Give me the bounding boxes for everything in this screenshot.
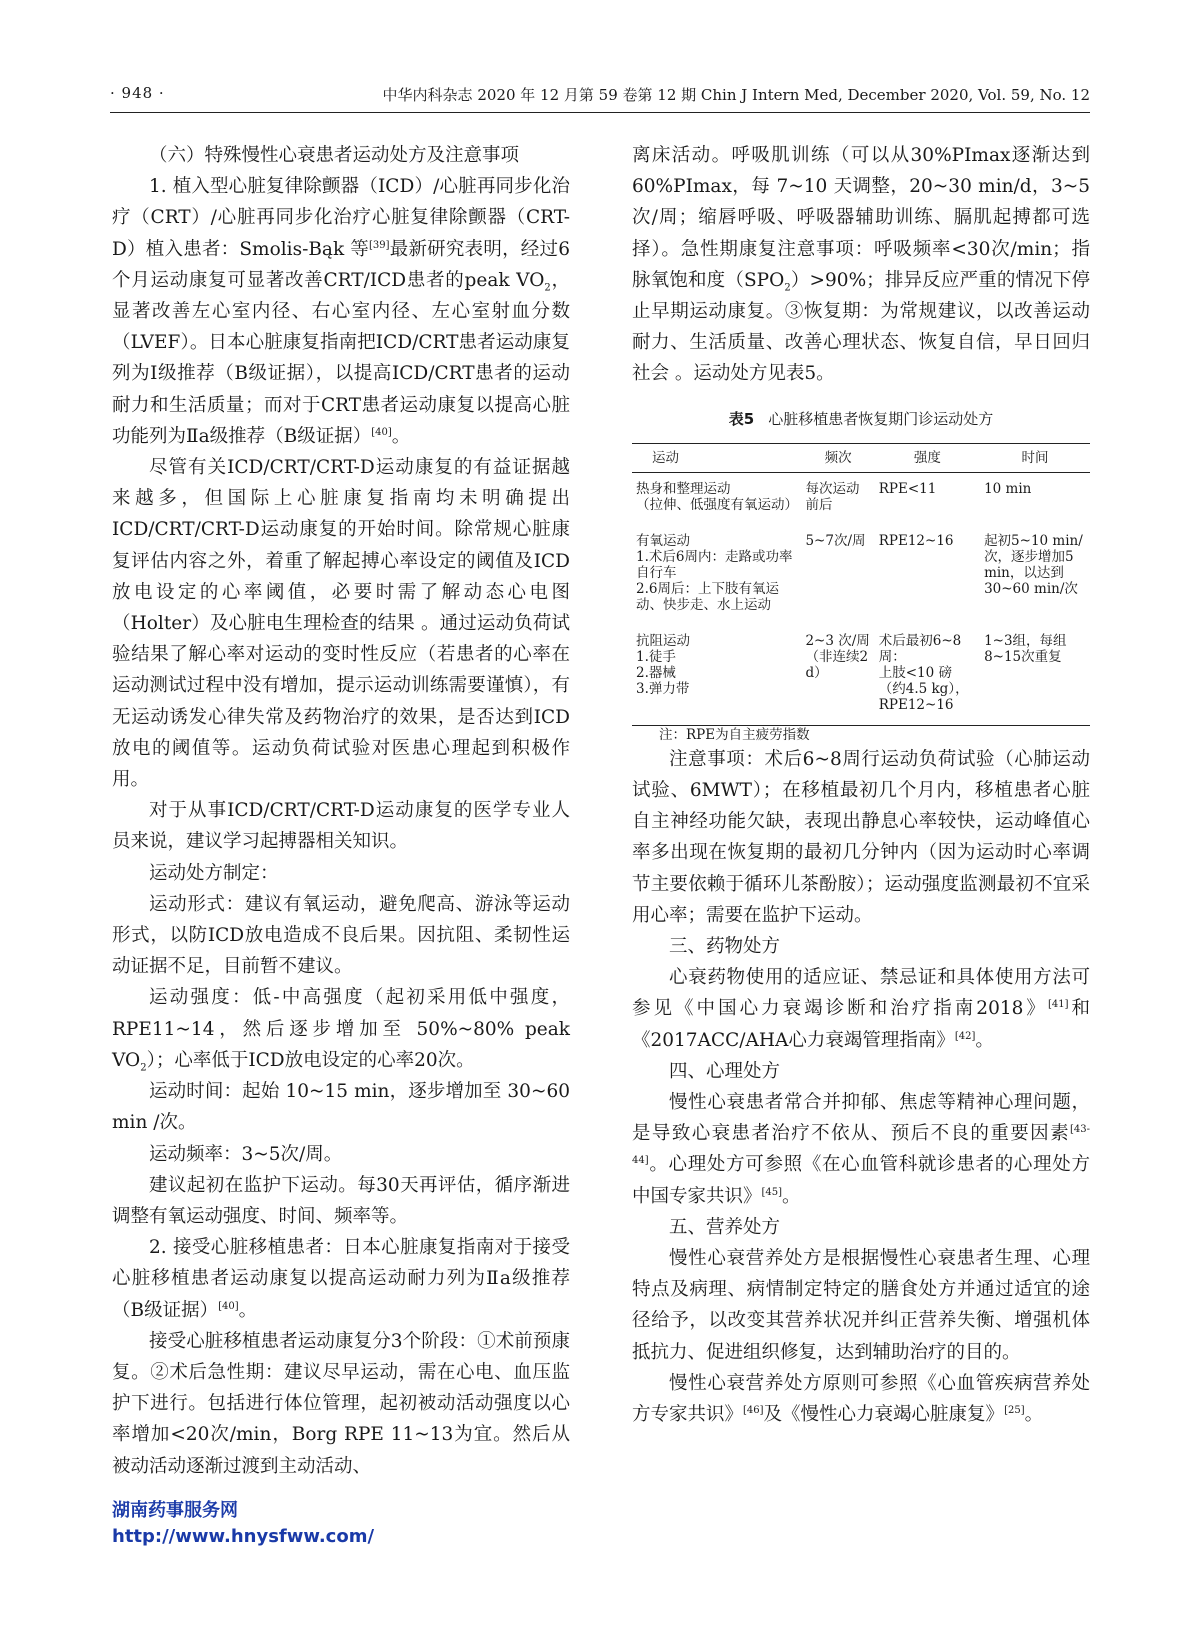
table-row: [632, 525, 1090, 625]
table-cell: 10 min: [984, 480, 1032, 497]
header-rule: [110, 112, 1090, 113]
table-title: 心脏移植患者恢复期门诊运动处方: [768, 409, 994, 428]
watermark-site-name: 湖南药事服务网: [112, 1500, 238, 1521]
heading-psychological-prescription: 四、心理处方: [669, 1060, 781, 1082]
paragraph-nutrition-reference: 慢性心衰营养处方原则可参照《心血管疾病营养处方专家共识》[46]及《慢性心力衰竭心脏康复》[25]。: [632, 1372, 1090, 1426]
citation: [42]: [954, 1030, 976, 1042]
table-cell: RPE<11: [878, 480, 937, 497]
table-label: 表5: [728, 409, 755, 428]
table-cell: 抗阻运动 1.徒手 2.器械 3.弹力带: [632, 625, 801, 726]
paragraph-psychological-prescription: 慢性心衰患者常合并抑郁、焦虑等精神心理问题，是导致心衰患者治疗不依从、预后不良的重要因素[43-44]。心理处方可参照《在心血管科就诊患者的心理处方中国专家共识》[45]。: [632, 1092, 1090, 1207]
right-column: [632, 140, 1090, 1430]
paragraph-prescription-heading: 运动处方制定：: [149, 862, 279, 884]
citation: [43-44]: [632, 1124, 1090, 1167]
table-row: [632, 472, 1090, 525]
paragraph-exercise-form: 运动形式：建议有氧运动，避免爬高、游泳等运动形式，以防ICD放电造成不良后果。因抗阻、柔韧性运动证据不足，目前暂不建议。: [112, 893, 570, 978]
table-caption: [632, 404, 1090, 435]
table-cell: RPE12~16: [878, 532, 954, 549]
table-header-cell: 时间: [980, 443, 1090, 472]
page-number: · 948 ·: [110, 84, 165, 102]
paragraph-exercise-intensity: 运动强度：低-中高强度（起初采用低中强度，RPE11~14，然后逐步增加至 50%~80% peak $VO_2$）；心率低于ICD放电设定的心率20次。: [112, 987, 570, 1074]
heading-drug-prescription: 三、药物处方: [669, 936, 781, 958]
paragraph-icd-evidence: 尽管有关ICD/CRT/CRT-D运动康复的有益证据越来越多，但国际上心脏康复指南均未明确提出ICD/CRT/CRT-D运动康复的开始时间。除常规心脏康复评估内容之外，着重了解起搏心率设定的阈值及ICD放电设定的心率阈值，必要时需了解动态心电图（Holter）及心脏电生理检查的结果 。通过运动负荷试验结果了解心率对运动的变时性反应（若患者的心率在运动测试过程中没有增加，提示运动训练需要谨慎），有无运动诱发心律失常及药物治疗的效果，是否达到ICD放电的阈值等。运动负荷试验对医患心理起到积极作用。: [112, 457, 570, 791]
table-header-cell: 频次: [801, 443, 874, 472]
section-heading: （六）特殊慢性心衰患者运动处方及注意事项: [149, 145, 520, 166]
table-row: [632, 625, 1090, 726]
citation: [40]: [371, 426, 392, 438]
citation: [41]: [1047, 999, 1069, 1011]
watermark-url[interactable]: http://www.hnysfww.com/: [112, 1526, 375, 1547]
paragraph-transplant-continued: 离床活动。呼吸肌训练（可以从30%PImax逐渐达到 60%PImax，每 7~10 天调整，20~30 min/d，3~5次/周；缩唇呼吸、呼吸器辅助训练、膈肌起搏都可选择）。急性期康复注意事项：呼吸频率<30次/min；指脉氧饱和度$(SPO_2)>90\%$；排异反应严重的情况下停止早期运动康复。③恢复期：为常规建议，以改善运动耐力、生活质量、改善心理状态、恢复自信，早日回归社会 。运动处方见表5。: [632, 145, 1091, 385]
running-header: [110, 84, 1090, 108]
paragraph-transplant-stages: 接受心脏移植患者运动康复分3个阶段：①术前预康复。②术后急性期：建议尽早运动，需在心电、血压监护下进行。包括进行体位管理，起初被动活动强度以心率增加<20次/min，Borg RPE 11~13为宜。然后从被动活动逐渐过渡到主动活动、: [112, 1330, 570, 1477]
table-cell: 起初5~10 min/次，逐步增加5 min，以达到30~60 min/次: [984, 532, 1083, 597]
paragraph-drug-prescription: 心衰药物使用的适应证、禁忌证和具体使用方法可参见《中国心力衰竭诊断和治疗指南2018》[41]和《2017ACC/AHA心力衰竭管理指南》[42]。: [632, 967, 1090, 1051]
table-cell: 1~3组，每组8~15次重复: [980, 625, 1090, 726]
paragraph-precautions: 注意事项：术后6~8周行运动负荷试验（心肺运动试验、6MWT）；在移植最初几个月内，移植患者心脏自主神经功能欠缺，表现出静息心率较快，运动峰值心率多出现在恢复期的最初几分钟内（因为运动时心率调节主要依赖于循环儿茶酚胺）；运动强度监测最初不宜采用心率；需要在监护下运动。: [632, 748, 1090, 926]
paragraph-heart-transplant: 2. 接受心脏移植患者：日本心脏康复指南对于接受心脏移植患者运动康复以提高运动耐力列为Ⅱa级推荐（B级证据）[40]。: [112, 1237, 570, 1321]
paragraph-pacemaker-knowledge: 对于从事ICD/CRT/CRT-D运动康复的医学专业人员来说，建议学习起搏器相关知识。: [112, 800, 570, 853]
citation: [45]: [761, 1186, 783, 1198]
paragraph-icd-intro: 1. 植入型心脏复律除颤器（ICD）/心脏再同步化治疗（CRT）/心脏再同步化治疗心脏复律除颤器（CRT-D）植入患者：Smolis-Bąk 等[39]最新研究表明，经过6个月运动康复可显著改善CRT/ICD患者的peak $VO_2$，显著改善左心室内径、右心室内径、左心室射血分数（LVEF）。日本心脏康复指南把ICD/CRT患者运动康复列为Ⅰ级推荐（B级证据），以提高ICD/CRT患者的运动耐力和生活质量；而对于CRT患者运动康复以提高心脏功能列为Ⅱa级推荐（B级证据）[40]。: [112, 176, 570, 447]
table-cell: 每次运动前后: [805, 480, 860, 513]
table-cell: 热身和整理运动 （拉伸、低强度有氧运动）: [636, 480, 798, 513]
site-watermark: [112, 1496, 374, 1547]
citation: [25]: [1004, 1404, 1025, 1416]
table-cell: 有氧运动 1.术后6周内：走路或功率自行车 2.6周后：上下肢有氧运动、快步走、水上运动: [636, 532, 793, 613]
table-header-row: [632, 443, 1090, 472]
citation: [39]: [368, 239, 390, 251]
paragraph-supervision: 建议起初在监护下运动。每30天再评估，循序渐进调整有氧运动强度、时间、频率等。: [112, 1174, 570, 1227]
exercise-prescription-table: [632, 443, 1090, 726]
table-header-cell: 强度: [875, 443, 980, 472]
table-cell: 2~3 次/周（非连续2 d）: [801, 625, 874, 726]
table-header-cell: 运动: [632, 443, 801, 472]
journal-running-title: 中华内科杂志 2020 年 12 月第 59 卷第 12 期 Chin J Intern Med, December 2020, Vol. 59, No. 12: [382, 86, 1090, 104]
paragraph-exercise-frequency: 运动频率：3~5次/周。: [149, 1143, 343, 1165]
left-column: [112, 140, 570, 1482]
paragraph-exercise-time: 运动时间：起始 10~15 min，逐步增加至 30~60 min /次。: [112, 1081, 570, 1134]
heading-nutrition-prescription: 五、营养处方: [669, 1216, 781, 1238]
table-cell: 术后最初6~8周： 上肢<10 磅（约4.5 kg）， RPE12~16: [875, 625, 980, 726]
table-cell: 5~7次/周: [805, 532, 866, 549]
citation: [46]: [743, 1404, 764, 1416]
table-note: 注：RPE为自主疲劳指数: [659, 726, 810, 743]
citation: [40]: [218, 1300, 239, 1312]
paragraph-nutrition-prescription: 慢性心衰营养处方是根据慢性心衰患者生理、心理特点及病理、病情制定特定的膳食处方并通过适宜的途径给予，以改变其营养状况并纠正营养失衡、增强机体抵抗力、促进组织修复，达到辅助治疗的目的。: [632, 1248, 1090, 1363]
